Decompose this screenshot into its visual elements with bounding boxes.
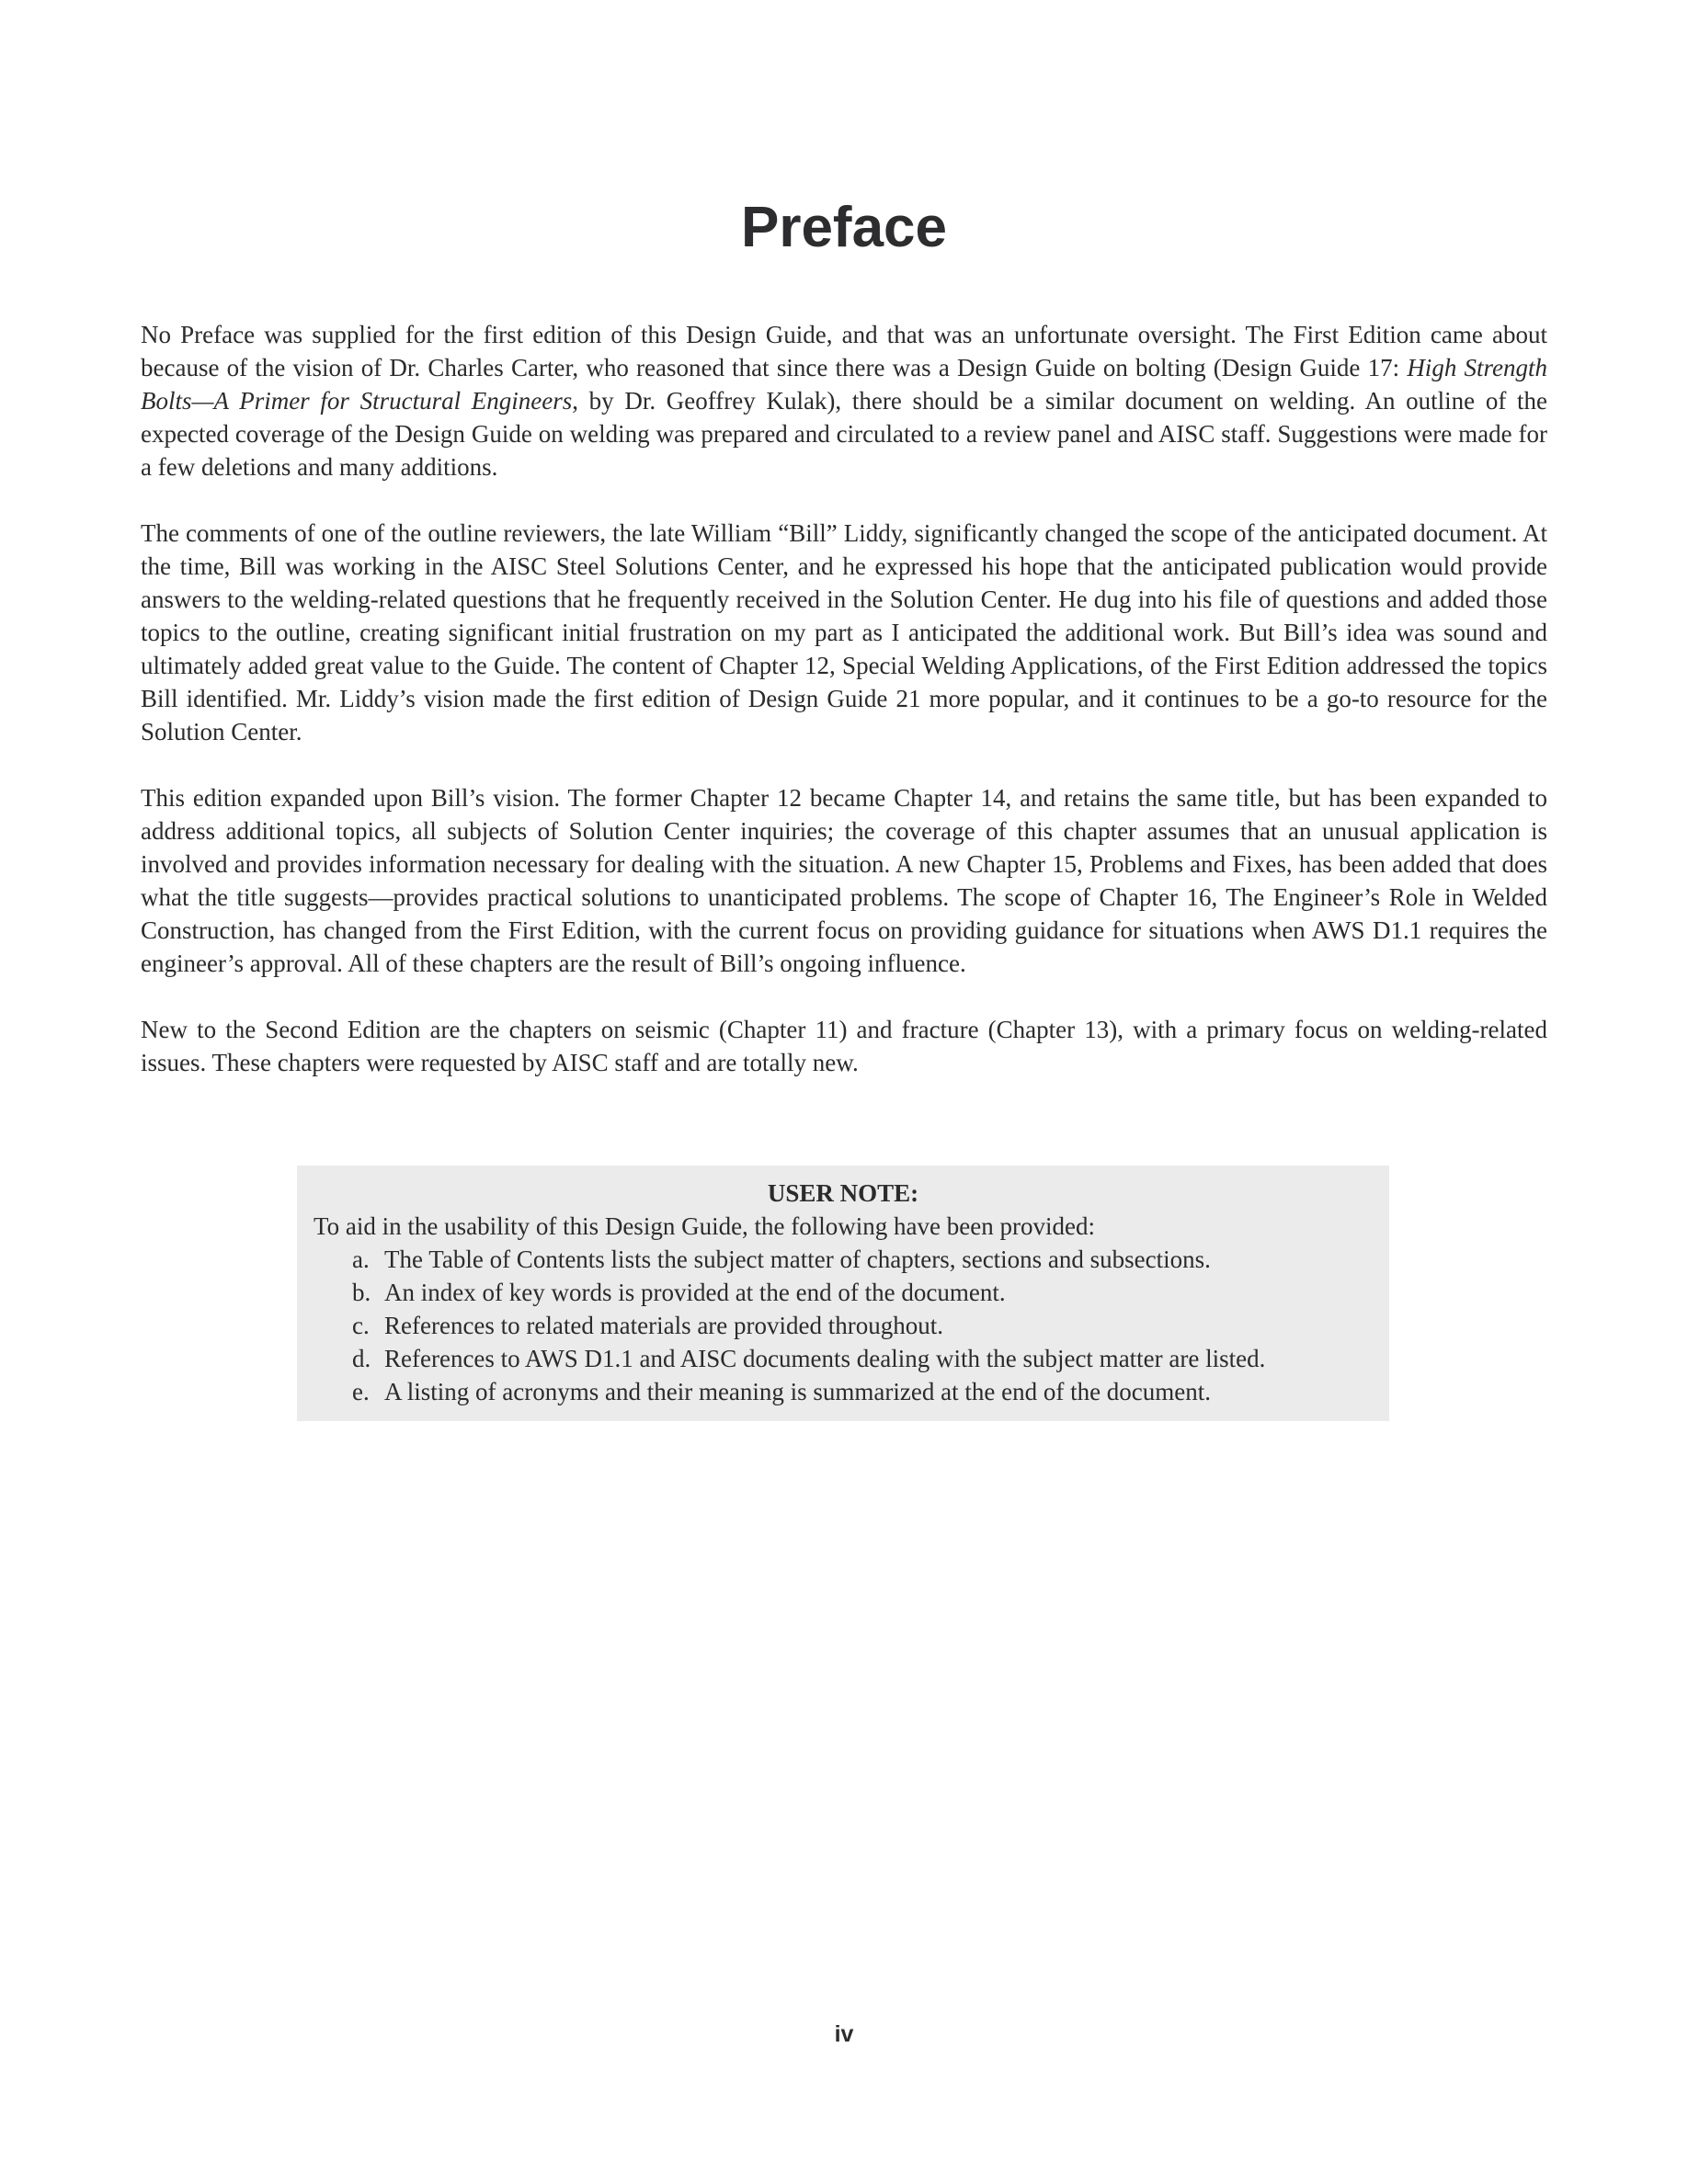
list-item bbox=[352, 1309, 1373, 1342]
paragraph-1-text-end: , by Dr. Geoffrey Kulak), there should be a similar document on welding. An outline of the expected coverage of the Design Guide on welding was prepared and circulated to a review panel and AISC staff. Suggestions were made for a few deletions and many additions. bbox=[141, 387, 1547, 481]
page-title: Preface bbox=[740, 196, 948, 259]
user-note-heading: USER NOTE: bbox=[767, 1179, 919, 1207]
paragraph-1 bbox=[141, 318, 1547, 483]
list-item bbox=[352, 1375, 1373, 1408]
paragraph-1-book-title: High Strength Bolts—A Primer for Structural Engineers bbox=[141, 354, 1547, 415]
list-item bbox=[352, 1342, 1373, 1375]
list-item-letter: e. bbox=[352, 1378, 370, 1405]
paragraph-2: The comments of one of the outline reviewers, the late William “Bill” Liddy, significantly changed the scope of the anticipated document. At the time, Bill was working in the AISC Steel Solutions Center, and he expressed his hope that the anticipated publication would provide answers to the welding-related questions that he frequently received in the Solution Center. He dug into his file of questions and added those topics to the outline, creating significant initial frustration on my part as I anticipated the additional work. But Bill’s idea was sound and ultimately added great value to the Guide. The content of Chapter 12, Special Welding Applications, of the First Edition addressed the topics Bill identified. Mr. Liddy’s vision made the first edition of Design Guide 21 more popular, and it continues to be a go-to resource for the Solution Center. bbox=[141, 519, 1547, 745]
list-item bbox=[352, 1276, 1373, 1309]
list-item-text: References to related materials are provided throughout. bbox=[384, 1312, 944, 1339]
list-item-letter: c. bbox=[352, 1312, 370, 1339]
user-note-list bbox=[314, 1243, 1373, 1408]
list-item-text: The Table of Contents lists the subject matter of chapters, sections and subsections. bbox=[384, 1246, 1211, 1273]
list-item-letter: b. bbox=[352, 1279, 371, 1306]
list-item-text: An index of key words is provided at the end of the document. bbox=[384, 1279, 1006, 1306]
user-note-intro: To aid in the usability of this Design Guide, the following have been provided: bbox=[314, 1212, 1095, 1240]
paragraph-1-text-start: No Preface was supplied for the first edition of this Design Guide, and that was an unfortunate oversight. The First Edition came about because of the vision of Dr. Charles Carter, who reasoned that since there was a Design Guide on bolting (Design Guide 17: bbox=[141, 321, 1547, 381]
list-item-text: References to AWS D1.1 and AISC documents dealing with the subject matter are listed. bbox=[384, 1345, 1266, 1372]
page-number: iv bbox=[834, 2021, 854, 2047]
list-item bbox=[352, 1243, 1373, 1276]
user-note-box bbox=[297, 1166, 1389, 1421]
preface-body bbox=[141, 318, 1547, 1112]
list-item-letter: a. bbox=[352, 1246, 370, 1273]
list-item-text: A listing of acronyms and their meaning is summarized at the end of the document. bbox=[384, 1378, 1212, 1405]
list-item-letter: d. bbox=[352, 1345, 371, 1372]
paragraph-3: This edition expanded upon Bill’s vision. The former Chapter 12 became Chapter 14, and retains the same title, but has been expanded to address additional topics, all subjects of Solution Center inquiries; the coverage of this chapter assumes that an unusual application is involved and provides information necessary for dealing with the situation. A new Chapter 15, Problems and Fixes, has been added that does what the title suggests—provides practical solutions to unanticipated problems. The scope of Chapter 16, The Engineer’s Role in Welded Construction, has changed from the First Edition, with the current focus on providing guidance for situations when AWS D1.1 requires the engineer’s approval. All of these chapters are the result of Bill’s ongoing influence. bbox=[141, 784, 1547, 977]
paragraph-4: New to the Second Edition are the chapters on seismic (Chapter 11) and fracture (Chapter 13), with a primary focus on welding-related issues. These chapters were requested by AISC staff and are totally new. bbox=[141, 1016, 1547, 1076]
